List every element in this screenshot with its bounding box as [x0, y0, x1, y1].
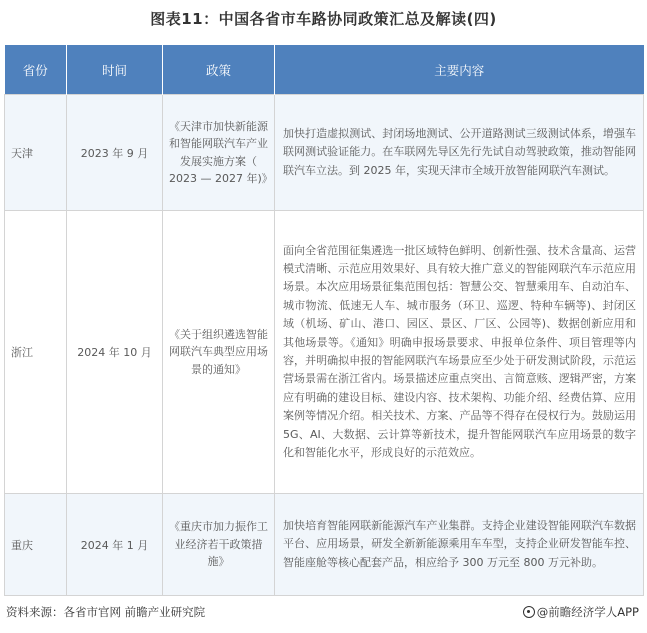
- table-header-row: [5, 45, 644, 95]
- row-province: 浙江: [5, 211, 67, 494]
- app-logo-icon: [523, 606, 535, 618]
- page-title: 图表11：中国各省市车路协同政策汇总及解读(四): [150, 10, 497, 28]
- header-policy: 政策: [163, 45, 275, 95]
- header-province: 省份: [5, 45, 67, 95]
- brand-label: @前瞻经济学人APP: [536, 605, 639, 619]
- row-policy: 《关于组织遴选智能网联汽车典型应用场景的通知》: [163, 211, 275, 494]
- row-policy: 《重庆市加力振作工业经济若干政策措施》: [163, 494, 275, 596]
- table-row: [5, 494, 644, 596]
- row-content: 加快培育智能网联新能源汽车产业集群。支持企业建设智能网联汽车数据平台、应用场景，研发全新新能源乘用车车型，支持企业研发智能车控、智能座舱等核心配套产品，相应给予 300 万元至 800 万元补助。: [275, 494, 644, 596]
- row-province: 重庆: [5, 494, 67, 596]
- row-policy: 《天津市加快新能源和智能网联汽车产业发展实施方案（ 2023 — 2027 年)》: [163, 95, 275, 211]
- row-time: 2024 年 10 月: [67, 211, 163, 494]
- header-content: 主要内容: [275, 45, 644, 95]
- policy-table: [4, 45, 644, 596]
- brand-credit: [523, 604, 639, 620]
- header-time: 时间: [67, 45, 163, 95]
- table-row: [5, 95, 644, 211]
- row-province: 天津: [5, 95, 67, 211]
- row-content: 加快打造虚拟测试、封闭场地测试、公开道路测试三级测试体系，增强车联网测试验证能力。在车联网先导区先行先试自动驾驶政策，推动智能网联汽车立法。到 2025 年，实现天津市全域开放智能网联汽车测试。: [275, 95, 644, 211]
- source-note: 资料来源：各省市官网 前瞻产业研究院: [6, 605, 206, 619]
- row-content: 面向全省范围征集遴选一批区域特色鲜明、创新性强、技术含量高、运营模式清晰、示范应用效果好、具有较大推广意义的智能网联汽车示范应用场景。本次应用场景征集范围包括：智慧公交、智慧乘用车、自动泊车、城市物流、低速无人车、城市服务（环卫、巡逻、特种车辆等)、封闭区域（机场、矿山、港口、园区、景区、厂区、公园等)、数据创新应用和其他场景等。《通知》明确申报场景要求、申报单位条件、项目管理等内容，并明确拟申报的智能网联汽车场景应至少处于研发测试阶段，示范运营场景需在浙江省内。场景描述应重点突出、言简意赅、逻辑严密，方案应有明确的建设目标、建设内容、技术架构、功能介绍、经费估算、应用案例等情况介绍。相关技术、方案、产品等不得存在侵权行为。鼓励运用 5G、AI、大数据、云计算等新技术，提升智能网联汽车应用场景的数字化和智能化水平，形成良好的示范效应。: [275, 211, 644, 494]
- table-row: [5, 211, 644, 494]
- row-time: 2024 年 1 月: [67, 494, 163, 596]
- row-time: 2023 年 9 月: [67, 95, 163, 211]
